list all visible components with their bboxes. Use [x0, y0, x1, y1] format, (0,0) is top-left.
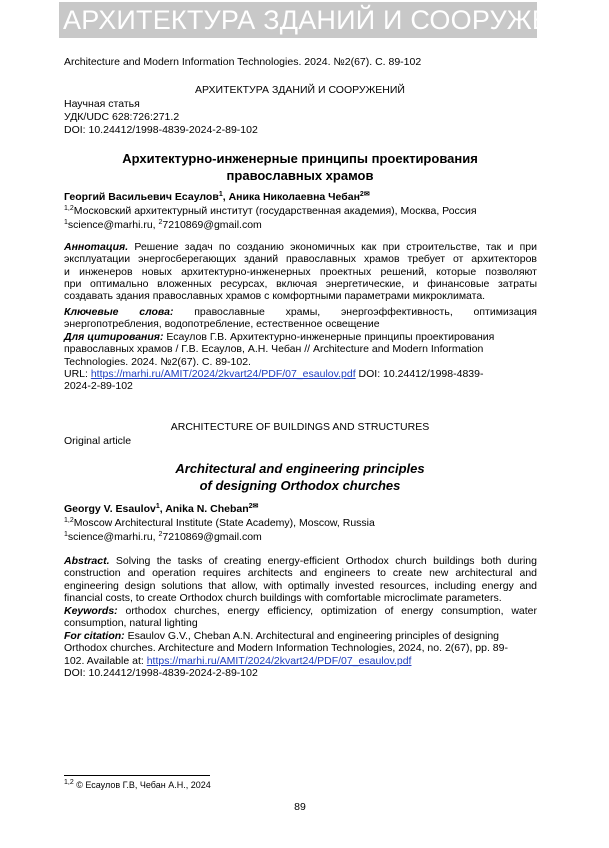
citation-ru-line: Technologies. 2024. №2(67). С. 89-102.	[64, 355, 251, 368]
title-ru-line-2: православных храмов	[226, 168, 374, 183]
keywords-label-en: Keywords:	[64, 605, 118, 617]
abstract-ru	[64, 241, 537, 302]
abstract-ru-line: при оптимально вложенных ресурсах, включая энергетические, и финансовые затраты	[64, 277, 537, 290]
email-sup-2: 2	[158, 219, 163, 226]
citation-en-line: Orthodox churches. Architecture and Modern Information Technologies, 2024, no. 2(67), pp. 89-	[64, 642, 508, 655]
page-number: 89	[294, 801, 306, 813]
abstract-en	[64, 555, 537, 604]
footnote-sup: 1,2	[64, 779, 74, 786]
citation-ru-line: Для цитирования: Есаулов Г.В. Архитектурно-инженерные принципы проектирования	[64, 331, 495, 343]
citation-label-ru: Для цитирования:	[64, 331, 164, 343]
affil-sup-ru: 1,2	[64, 205, 74, 212]
article-type-ru: Научная статья	[64, 98, 140, 110]
citation-en-line: For citation: Esaulov G.V., Cheban A.N. Architectural and engineering principles of designing	[64, 630, 500, 642]
keywords-ru-line: Ключевые слова: православные храмы, энергоэффективность, оптимизация	[64, 306, 537, 318]
article-title-ru	[60, 150, 540, 184]
abstract-ru-line: и инженеров новых архитектурно-инженерных проектных решений, которые позволяют	[64, 265, 537, 278]
author-2-ru: Аника Николаевна Чебан	[228, 191, 360, 203]
keywords-ru	[64, 306, 537, 331]
section-heading-en: ARCHITECTURE OF BUILDINGS AND STRUCTURES	[170, 421, 430, 433]
abstract-label-en: Abstract.	[64, 555, 110, 567]
author-1-sup-en: 1	[155, 503, 160, 510]
emails-en	[64, 531, 262, 543]
title-en-line-1: Architectural and engineering principles	[175, 461, 425, 476]
affiliation-ru	[64, 205, 477, 217]
keywords-en-line: Keywords: orthodox churches, energy efficiency, optimization of energy consumption, water	[64, 605, 537, 617]
abstract-ru-line: Аннотация. Решение задач по созданию экономичных как при строительстве, так и при	[64, 241, 537, 253]
author-2-sup-en: 2	[248, 503, 253, 510]
emails-ru	[64, 219, 262, 231]
udc-code: УДК/UDC 628:726:271.2	[64, 111, 180, 123]
article-type-en: Original article	[64, 435, 132, 447]
author-1-en: Georgy V. Esaulov	[64, 503, 156, 515]
affiliation-ru-text: Московский архитектурный институт (государственная академия), Москва, Россия	[73, 205, 477, 217]
author-2-en: Anika N. Cheban	[165, 503, 249, 515]
abstract-en-line: Abstract. Solving the tasks of creating energy-efficient Orthodox church buildings both during	[64, 555, 537, 567]
abstract-en-line: engineering design solutions that allow, with optimally invested resources, including energy and	[64, 579, 537, 592]
section-heading-ru: АРХИТЕКТУРА ЗДАНИЙ И СООРУЖЕНИЙ	[195, 84, 405, 96]
abstract-en-line: financial costs, to create Orthodox church buildings with comfortable microclimate parameters.	[64, 591, 502, 604]
email-sup-2-en: 2	[158, 531, 163, 538]
email-1-en[interactable]: science@marhi.ru,	[67, 531, 159, 543]
title-en-line-2: of designing Orthodox churches	[199, 478, 401, 493]
mail-icon: ✉	[252, 503, 259, 510]
author-separator-en: ,	[159, 503, 166, 515]
banner-title: АРХИТЕКТУРА ЗДАНИЙ И СООРУЖЕНИЙ	[63, 5, 609, 35]
citation-ru	[64, 331, 537, 392]
doi-en: DOI: 10.24412/1998-4839-2024-2-89-102	[64, 666, 258, 679]
journal-citation-line: Architecture and Modern Information Technologies. 2024. №2(67). С. 89-102	[64, 56, 422, 68]
copyright-footnote	[64, 780, 211, 790]
author-1-sup: 1	[218, 191, 223, 198]
journal-banner	[59, 2, 609, 38]
article-url-ru[interactable]: https://marhi.ru/AMIT/2024/2kvart24/PDF/07_esaulov.pdf	[90, 367, 356, 380]
url-label-ru: URL:	[64, 367, 91, 380]
abstract-label-ru: Аннотация.	[64, 241, 129, 253]
keywords-ru-line: энергопотребления, водопотребление, естественное освещение	[64, 318, 380, 331]
email-sup-1: 1	[64, 219, 68, 226]
authors-en	[64, 503, 258, 515]
email-2-ru[interactable]: 7210869@gmail.com	[162, 219, 262, 231]
email-2-en[interactable]: 7210869@gmail.com	[162, 531, 262, 543]
citation-en	[64, 630, 537, 679]
mail-icon: ✉	[363, 191, 370, 198]
abstract-ru-line: эксплуатации энергосберегающих зданий православных храмов требует от архитекторов	[64, 253, 537, 266]
author-2-sup: 2	[359, 191, 364, 198]
citation-ru-line	[64, 368, 537, 380]
title-ru-line-1: Архитектурно-инженерные принципы проектирования	[122, 151, 478, 166]
article-url-en[interactable]: https://marhi.ru/AMIT/2024/2kvart24/PDF/07_esaulov.pdf	[146, 654, 412, 667]
keywords-en-line: consumption, natural lighting	[64, 617, 198, 630]
url-doi-ru: DOI: 10.24412/1998-4839-	[355, 367, 484, 380]
citation-label-en: For citation:	[64, 630, 125, 642]
email-1-ru[interactable]: science@marhi.ru,	[67, 219, 159, 231]
authors-ru	[64, 191, 370, 203]
doi-ru: DOI: 10.24412/1998-4839-2024-2-89-102	[64, 124, 258, 136]
author-1-ru: Георгий Васильевич Есаулов	[64, 191, 219, 203]
affiliation-en-text: Moscow Architectural Institute (State Academy), Moscow, Russia	[73, 517, 375, 529]
affiliation-en	[64, 517, 375, 529]
article-title-en	[60, 460, 540, 494]
keywords-en	[64, 605, 537, 630]
citation-en-line: 102. Available at: https://marhi.ru/AMIT/2024/2kvart24/PDF/07_esaulov.pdf	[64, 654, 412, 667]
citation-ru-line: православных храмов / Г.В. Есаулов, А.Н. Чебан // Architecture and Modern Information	[64, 343, 484, 356]
author-separator: ,	[222, 191, 229, 203]
abstract-ru-line: создавать здания православных храмов с комфортными параметрами микроклимата.	[64, 290, 486, 303]
footnote-divider	[64, 775, 210, 776]
footnote-text: © Есаулов Г.В, Чебан А.Н., 2024	[73, 780, 211, 790]
citation-ru-line: 2024-2-89-102	[64, 380, 133, 393]
affil-sup-en: 1,2	[64, 517, 74, 524]
keywords-label-ru: Ключевые слова:	[64, 306, 174, 318]
abstract-en-line: construction and operation requires architects and engineers to create new architectural and	[64, 567, 537, 580]
email-sup-1-en: 1	[64, 531, 68, 538]
